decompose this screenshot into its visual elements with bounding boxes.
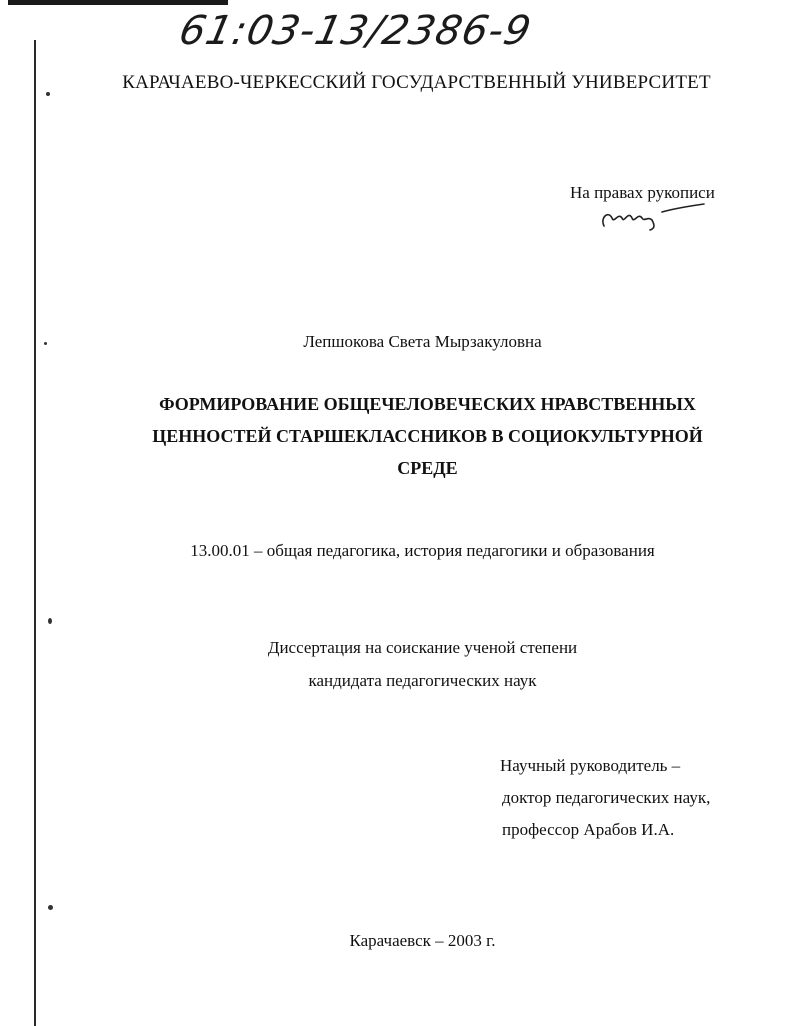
- author-name: Лепшокова Света Мырзакуловна: [303, 332, 542, 351]
- scan-speck: [48, 618, 52, 624]
- dissertation-title: [120, 388, 735, 484]
- supervisor-line: профессор Арабов И.А.: [502, 820, 675, 839]
- scan-edge-top: [8, 0, 228, 5]
- signature-mark: [598, 200, 708, 236]
- title-line: ФОРМИРОВАНИЕ ОБЩЕЧЕЛОВЕЧЕСКИХ НРАВСТВЕННЫХ: [159, 394, 696, 414]
- degree-line: Диссертация на соискание ученой степени: [267, 638, 578, 657]
- supervisor-line: Научный руководитель –: [500, 756, 681, 775]
- place-and-year: Карачаевск – 2003 г.: [349, 931, 496, 950]
- scan-speck: [48, 905, 53, 910]
- specialty-code: 13.00.01 – общая педагогика, история педагогики и образования: [190, 541, 655, 560]
- scan-edge-left: [34, 40, 36, 1026]
- rights-notice: На правах рукописи: [570, 183, 715, 202]
- archive-number-handwritten: 61:03-13/2386-9: [175, 8, 536, 54]
- title-line: СРЕДЕ: [397, 458, 458, 478]
- degree-statement: [0, 631, 795, 697]
- degree-line: кандидата педагогических наук: [308, 671, 537, 690]
- title-line: ЦЕННОСТЕЙ СТАРШЕКЛАССНИКОВ В СОЦИОКУЛЬТУРНОЙ: [152, 426, 703, 446]
- university-name: КАРАЧАЕВО-ЧЕРКЕССКИЙ ГОСУДАРСТВЕННЫЙ УНИВЕРСИТЕТ: [122, 72, 711, 93]
- supervisor-line: доктор педагогических наук,: [502, 788, 711, 807]
- supervisor-block: [500, 750, 710, 846]
